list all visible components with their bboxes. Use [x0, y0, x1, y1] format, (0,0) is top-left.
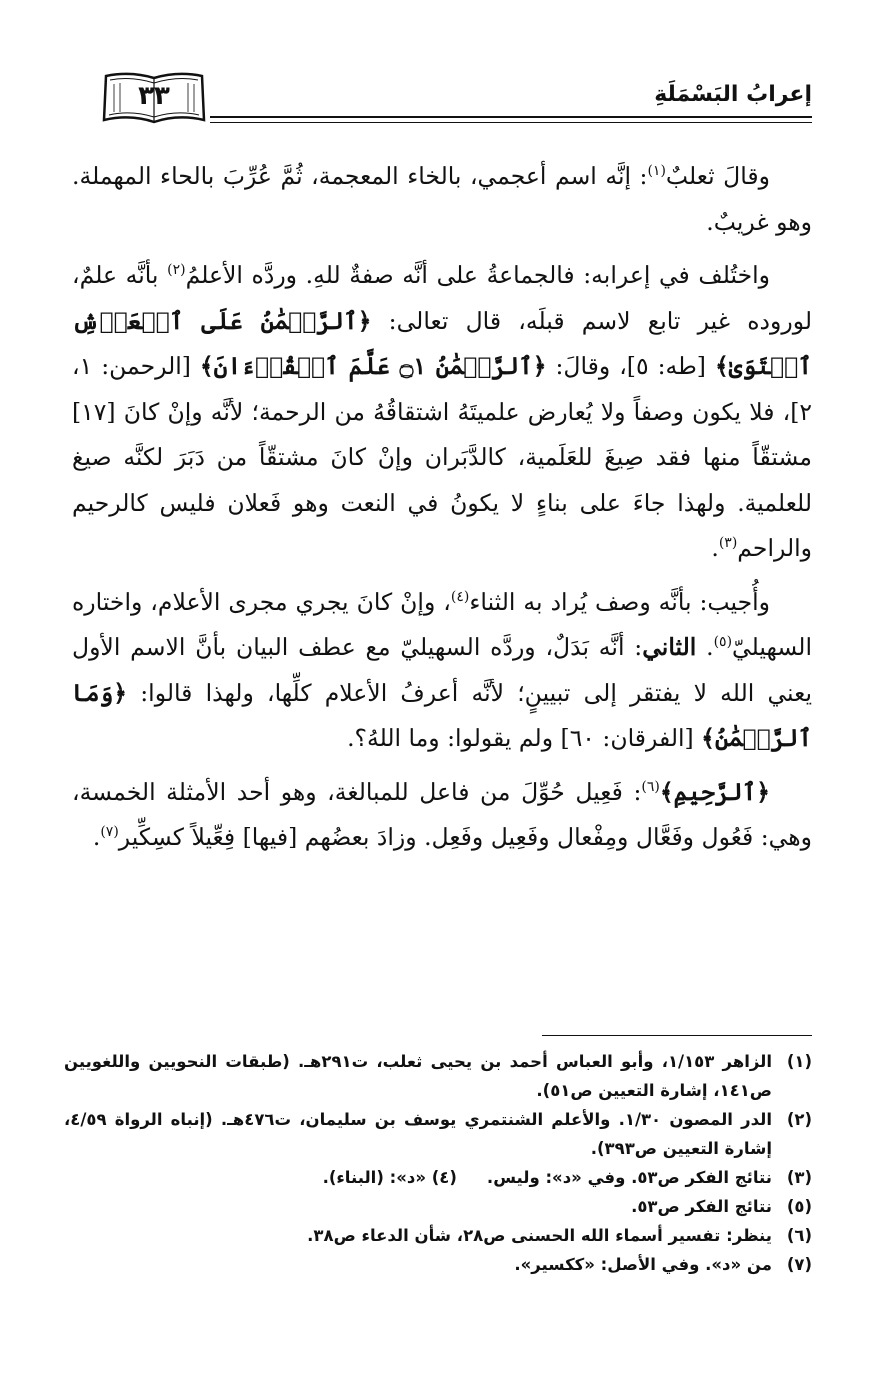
text-run: : فَعِيل حُوِّلَ من فاعل للمبالغة، وهو أحد الأمثلة الخمسة، وهي: فَعُول وفَعَّال ومِفْعال وفَعِيل وفَعِل. وزادَ بعضُهم [فيها] فِعِّيلاً كسِكِّير	[72, 777, 812, 851]
footnote-ref-4: (٤)	[450, 588, 470, 605]
footnote-1	[64, 1047, 812, 1105]
quran-quote: ﴿وَمَا ٱلرَّحۡمَٰنُ﴾	[72, 678, 812, 752]
text-run: .	[92, 823, 101, 851]
paragraph-2	[72, 253, 812, 572]
text-run: [الفرقان: ٦٠] ولم يقولوا: وما اللهُ؟.	[347, 724, 702, 752]
footnote-separator	[542, 1035, 812, 1036]
text-run: .	[696, 633, 714, 661]
footnote-text-combined	[64, 1163, 772, 1192]
footnote-number: (٤)	[431, 1168, 457, 1187]
footnote-7	[64, 1250, 812, 1279]
header-rule-thin	[210, 122, 812, 123]
footnote-4-inline	[323, 1163, 457, 1192]
text-run: [الرحمن: ١، ٢]، فلا يكون وصفاً ولا يُعارض علميتَهُ اشتقاقُهُ من الرحمة؛ لأنَّه وإنْ كانَ [١٧] مشتقّاً منها فقد صِيغَ للعَلَمية، كالدَّبَران وإنْ كانَ مشتقّاً من دَبَرَ لكنَّه صيغ للعلمية. ولهذا جاءَ على بناءٍ لا يكونُ في النعت وهو فَعلان فليس كالرحيم والراحم	[72, 352, 812, 562]
page-number-badge	[100, 70, 208, 126]
text-run: واختُلف في إعرابه: فالجماعةُ على أنَّه صفةٌ للهِ. وردَّه الأعلمُ	[185, 261, 771, 289]
footnote-6	[64, 1221, 812, 1250]
quran-quote: ﴿ٱلرَّحۡمَٰنُ ۝١ عَلَّمَ ٱلۡقُرۡءَانَ﴾	[199, 352, 547, 380]
footnote-number: (٧)	[786, 1255, 812, 1274]
footnote-ref-7: (٧)	[100, 824, 119, 841]
footnote-ref-1: (١)	[647, 163, 666, 180]
text-run: ، وإنْ كانَ يجري مجرى الأعلام، واختاره السهيليّ	[72, 587, 812, 661]
footnote-text: نتائج الفكر ص٥٣. وفي «د»: وليس.	[486, 1168, 772, 1187]
text-run: : أنَّه بَدَلٌ، وردَّه السهيليّ مع عطف البيان بأنَّ الاسم الأول يعني الله لا يفتقر إلى تبيينٍ؛ لأنَّه أعرفُ الأعلام كلِّها، ولهذا قالوا:	[72, 633, 812, 707]
quran-quote: ﴿ٱلرَّحۡمَٰنُ عَلَى ٱلۡعَرۡشِ ٱسۡتَوَىٰ﴾	[72, 306, 812, 380]
quran-quote: ﴿ٱلرَّحِيمِ﴾	[659, 777, 770, 806]
main-text	[72, 154, 812, 861]
section-label: الثاني	[642, 633, 697, 661]
footnote-text: ينظر: تفسير أسماء الله الحسنى ص٢٨، شأن الدعاء ص٣٨.	[307, 1226, 772, 1245]
footnote-ref-2: (٢)	[167, 262, 186, 279]
footnote-text: الزاهر ١/١٥٣، وأبو العباس أحمد بن يحيى ثعلب، ت٢٩١هـ. (طبقات النحويين واللغويين ص١٤١، إشارة التعيين ص٥١).	[64, 1052, 772, 1100]
paragraph-4	[72, 770, 812, 861]
page-header	[100, 62, 812, 128]
footnote-text: «د»: (البناء).	[322, 1168, 426, 1187]
footnote-number: (٦)	[786, 1226, 812, 1245]
running-title: إعرابُ البَسْمَلَةِ	[654, 82, 812, 107]
header-rule	[210, 116, 812, 118]
text-run: .	[711, 534, 719, 562]
footnote-ref-3: (٣)	[718, 535, 738, 552]
page-number: ٣٣	[138, 81, 170, 111]
footnote-5	[64, 1192, 812, 1221]
footnote-number: (١)	[786, 1052, 812, 1071]
footnote-ref-6: (٦)	[641, 778, 660, 795]
paragraph-3	[72, 580, 812, 762]
text-run: وأُجيب: بأنَّه وصف يُراد به الثناء	[469, 587, 770, 616]
footnote-text: نتائج الفكر ص٥٣.	[631, 1197, 772, 1216]
footnote-number: (٥)	[786, 1197, 812, 1216]
footnote-number: (٢)	[786, 1110, 812, 1129]
footnote-text: الدر المصون ١/٣٠. والأعلم الشنتمري يوسف بن سليمان، ت٤٧٦هـ. (إنباه الرواة ٤/٥٩، إشارة التعيين ص٣٩٣).	[64, 1110, 772, 1158]
footnote-3	[64, 1163, 812, 1192]
text-run: [طه: ٥]، وقالَ:	[546, 352, 715, 380]
text-run: : إنَّه اسم أعجمي، بالخاء المعجمة، ثُمَّ عُرِّبَ بالحاء المهملة. وهو غريبٌ.	[72, 162, 812, 236]
text-run: وقالَ ثعلبٌ	[665, 162, 770, 190]
footnote-number: (٣)	[786, 1168, 812, 1187]
footnote-ref-5: (٥)	[713, 634, 733, 651]
paragraph-1	[72, 154, 812, 245]
footnote-text: من «د». وفي الأصل: «ككسير».	[514, 1255, 772, 1274]
text-run: بأنَّه علمٌ، لوروده غير تابع لاسم قبلَه، قال تعالى:	[72, 261, 812, 335]
footnote-2	[64, 1105, 812, 1163]
footnotes	[64, 1047, 812, 1279]
